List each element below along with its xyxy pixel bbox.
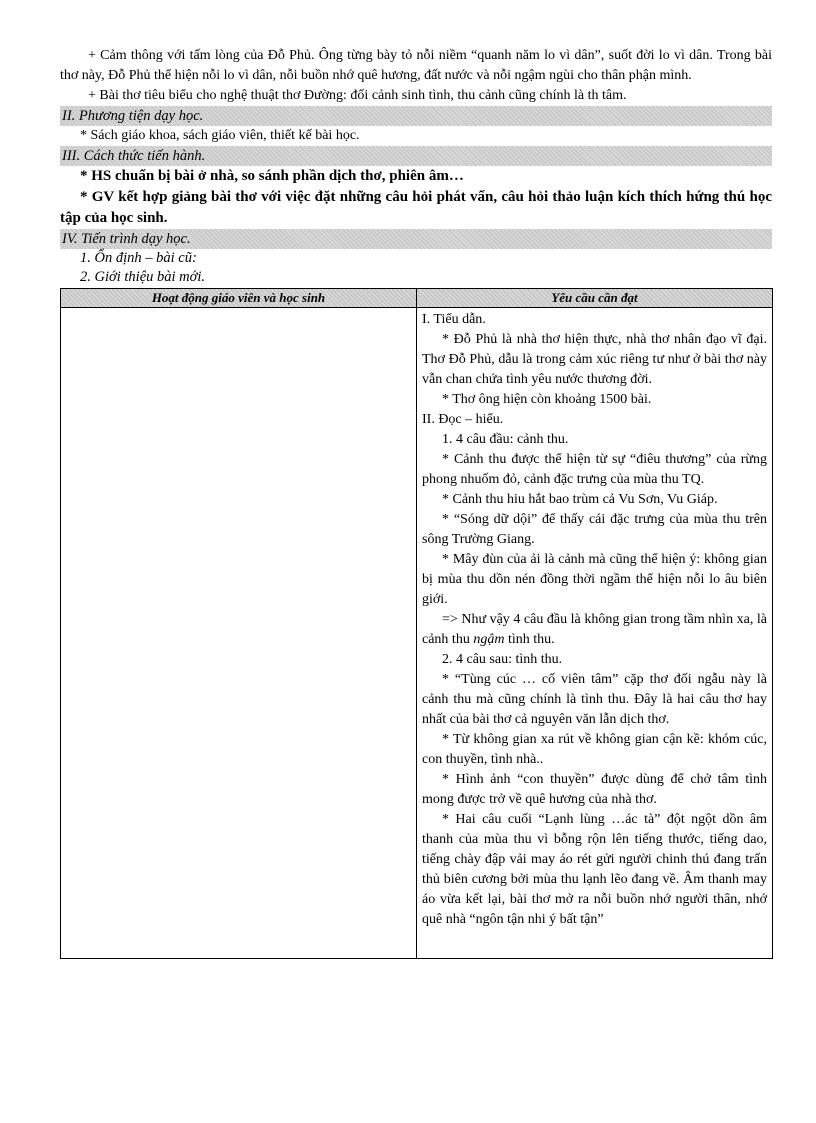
requirements-cell: [417, 308, 773, 959]
section-heading-4: IV. Tiến trình dạy học.: [60, 229, 772, 249]
column-header-requirements: Yêu cầu cần đạt: [417, 289, 773, 308]
cell-paragraph: * “Sóng dữ dội” để thấy cái đặc trưng của mùa thu trên sông Trường Giang.: [422, 512, 767, 547]
intro-paragraph-2: + Bài thơ tiêu biểu cho nghệ thuật thơ Đường: đối cảnh sinh tình, thu cảnh cũng chính là th tâm.: [88, 88, 627, 103]
section-heading-2: II. Phương tiện dạy học.: [60, 106, 772, 126]
cell-paragraph: * Cảnh thu hiu hắt bao trùm cả Vu Sơn, Vu Giáp.: [442, 492, 718, 507]
cell-paragraph: * Hai câu cuối “Lạnh lùng …ác tà” đột ngột dồn âm thanh của mùa thu vì bỗng rộn lên tiếng thước, tiếng dao, tiếng chày đập vải may áo rét gửi người chinh thú đang trấn thủ biên cương bởi mùa thu lạnh lẽo đang về. Âm thanh may áo vừa kết lại, bài thơ mở ra nỗi buồn nhớ người thân, nhớ quê nhà “ngôn tận nhi ý bất tận”: [422, 812, 767, 927]
subsection-1: 1. Ổn định – bài cũ:: [80, 250, 197, 266]
cell-text: => Như vậy 4 câu đầu là không gian trong tầm nhìn xa, là cảnh thu: [422, 612, 767, 647]
cell-emphasis: ngậm: [473, 632, 505, 647]
section-heading-3: III. Cách thức tiến hành.: [60, 146, 772, 166]
cell-paragraph: * Thơ ông hiện còn khoảng 1500 bài.: [442, 392, 652, 407]
section-2-item: * Sách giáo khoa, sách giáo viên, thiết kế bài học.: [80, 128, 360, 143]
cell-paragraph: * Đỗ Phủ là nhà thơ hiện thực, nhà thơ nhân đạo vĩ đại. Thơ Đỗ Phủ, dẫu là trong cảm xúc riêng tư như ở bài thơ này vẫn chan chứa tình yêu nước thương đời.: [422, 332, 767, 387]
cell-paragraph: * Hình ảnh “con thuyền” được dùng để chở tâm tình mong được trở về quê hương của nhà thơ.: [422, 772, 767, 807]
cell-paragraph: * Cảnh thu được thể hiện từ sự “điêu thương” của rừng phong nhuốm đỏ, cảnh đặc trưng của mùa thu TQ.: [422, 452, 767, 487]
cell-paragraph: * Mây đùn của ải là cảnh mà cũng thể hiện ý: không gian bị mùa thu dồn nén đồng thời ngầm thể hiện nỗi lo âu biên giới.: [422, 552, 767, 607]
cell-subheading: 1. 4 câu đầu: cảnh thu.: [442, 432, 569, 447]
cell-heading-1: I. Tiểu dẫn.: [422, 312, 486, 327]
intro-paragraph-1: + Cảm thông với tấm lòng của Đỗ Phủ. Ông từng bày tỏ nỗi niềm “quanh năm lo vì dân”, suốt đời lo vì dân. Trong bài thơ này, Đỗ Phủ thể hiện nỗi lo vì dân, nỗi buồn nhớ quê hương, đất nước và nỗi ngậm ngùi cho thân phận mình.: [60, 48, 772, 83]
column-header-activities: Hoạt động giáo viên và học sinh: [61, 289, 417, 308]
cell-heading-2: II. Đọc – hiểu.: [422, 412, 504, 427]
cell-paragraph: [422, 610, 767, 650]
document-page: [60, 46, 772, 959]
cell-subheading: 2. 4 câu sau: tình thu.: [442, 652, 563, 667]
section-3-item-1: * HS chuẩn bị bài ở nhà, so sánh phần dịch thơ, phiên âm…: [80, 168, 464, 184]
activities-cell: [61, 308, 417, 959]
cell-paragraph: * Từ không gian xa rút về không gian cận kề: khóm cúc, con thuyền, tình nhà..: [422, 732, 767, 767]
cell-text: tình thu.: [504, 632, 555, 647]
table-row: [61, 308, 773, 959]
table-header-row: [61, 289, 773, 308]
subsection-2: 2. Giới thiệu bài mới.: [80, 269, 206, 285]
section-3-item-2: * GV kết hợp giảng bài thơ với việc đặt những câu hỏi phát vấn, câu hỏi thảo luận kích thích hứng thú học tập của học sinh.: [60, 189, 772, 226]
lesson-table: [60, 288, 773, 959]
cell-spacer: [422, 930, 767, 958]
cell-paragraph: * “Tùng cúc … cố viên tâm” cặp thơ đối ngẫu này là cảnh thu mà cũng chính là tình thu. Đây là hai câu thơ hay nhất của bài thơ cả nguyên văn lẫn dịch thơ.: [422, 672, 767, 727]
